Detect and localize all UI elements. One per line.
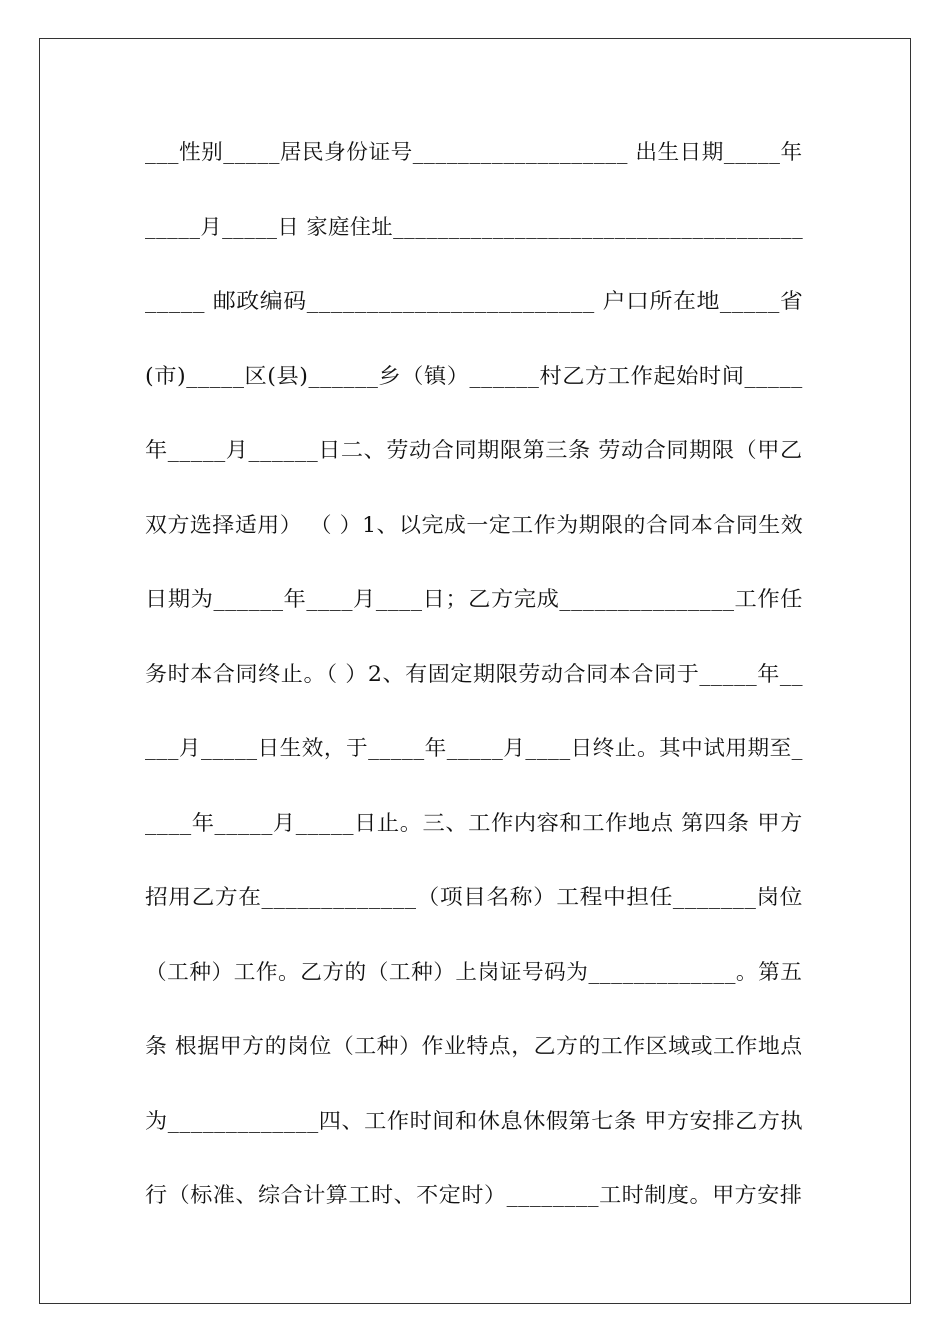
text-line: ____年_____月_____日止。三、工作内容和工作地点 第四条 甲方 bbox=[145, 810, 803, 835]
text-line: 年_____月______日二、劳动合同期限第三条 劳动合同期限（甲乙 bbox=[145, 438, 803, 462]
text-line: 条 根据甲方的岗位（工种）作业特点，乙方的工作区域或工作地点 bbox=[145, 1034, 803, 1058]
text-line: ___性别_____居民身份证号___________________ 出生日期_____年 bbox=[145, 140, 803, 164]
contract-text bbox=[145, 130, 805, 1248]
text-line: (市)_____区(县)______乡（镇）______村乙方工作起始时间_____ bbox=[145, 363, 803, 388]
text-line: 双方选择适用） （ ）1、以完成一定工作为期限的合同本合同生效 bbox=[145, 512, 804, 537]
text-line: 招用乙方在_____________（项目名称）工程中担任_______岗位 bbox=[145, 885, 803, 909]
text-line: _____ 邮政编码________________________ 户口所在地_____省 bbox=[145, 289, 804, 313]
text-line: 为_____________四、工作时间和休息休假第七条 甲方安排乙方执 bbox=[145, 1108, 804, 1133]
text-line: （工种）工作。乙方的（工种）上岗证号码为_____________。第五 bbox=[145, 959, 803, 984]
text-line: _____月_____日 家庭住址_____________________________________ bbox=[145, 214, 804, 239]
text-line: ___月_____日生效，于_____年_____月____日终止。其中试用期至_ bbox=[145, 736, 803, 760]
text-line: 行（标准、综合计算工时、不定时）________工时制度。甲方安排 bbox=[145, 1183, 803, 1207]
text-line: 日期为______年____月____日；乙方完成_______________工作任 bbox=[145, 587, 804, 611]
text-line: 务时本合同终止。（ ）2、有固定期限劳动合同本合同于_____年__ bbox=[145, 661, 804, 686]
